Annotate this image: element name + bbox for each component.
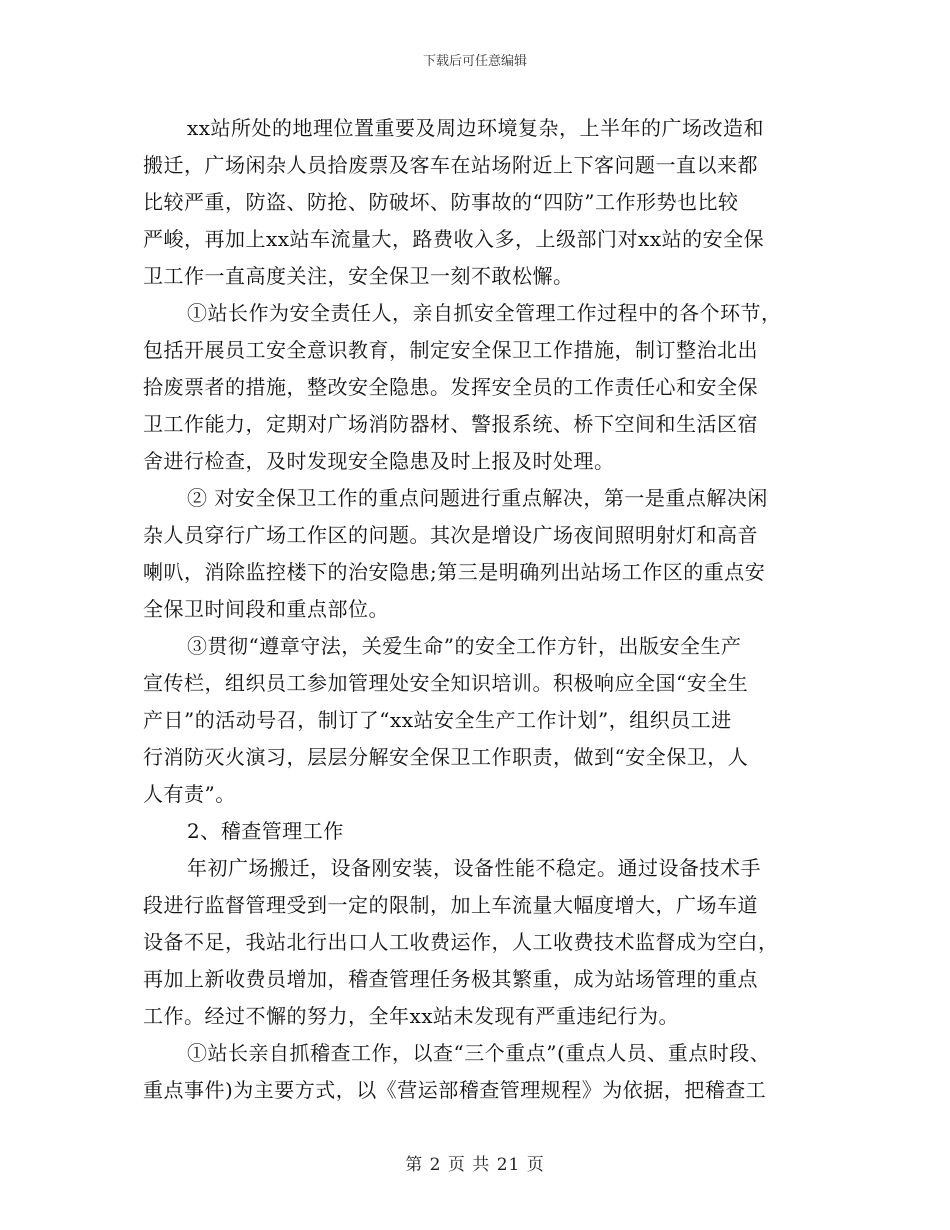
text-line: 杂人员穿行广场工作区的问题。其次是增设广场夜间照明射灯和高音	[143, 523, 758, 547]
text-line: 卫工作一直高度关注，安全保卫一刻不敢松懈。	[143, 264, 574, 288]
text-line: 再加上新收费员增加，稽查管理任务极其繁重，成为站场管理的重点	[143, 967, 758, 991]
text-line: ①站长亲自抓稽查工作，以查“三个重点”(重点人员、重点时段、	[187, 1041, 771, 1065]
paragraph-audit-method	[143, 1035, 833, 1109]
text-line: 年初广场搬迁，设备刚安装，设备性能不稳定。通过设备技术手	[187, 856, 761, 880]
text-line: 舍进行检查，及时发现安全隐患及时上报及时处理。	[143, 449, 615, 473]
section-heading-audit-management	[143, 813, 833, 850]
text-line: 比较严重，防盗、防抢、防破坏、防事故的“四防”工作形势也比较	[143, 190, 739, 214]
text-line: 拾废票者的措施，整改安全隐患。发挥安全员的工作责任心和安全保	[143, 375, 758, 399]
text-line: 产日”的活动号召，制订了“xx站安全生产工作计划”，组织员工进	[143, 708, 732, 732]
text-line: ①站长作为安全责任人，亲自抓安全管理工作过程中的各个环节，	[187, 301, 782, 325]
text-line: 卫工作能力，定期对广场消防器材、警报系统、桥下空间和生活区宿	[143, 412, 758, 436]
text-line: 全保卫时间段和重点部位。	[143, 597, 389, 621]
text-line: 重点事件)为主要方式，以《营运部稽查管理规程》为依据，把稽查工	[143, 1078, 767, 1102]
text-line: 设备不足，我站北行出口人工收费运作，人工收费技术监督成为空白，	[143, 930, 779, 954]
text-line: 人有责”。	[143, 782, 236, 806]
paragraph-safety-policy	[143, 628, 833, 813]
text-line: 段进行监督管理受到一定的限制，加上车流量大幅度增大，广场车道	[143, 893, 758, 917]
text-line: 2、稽查管理工作	[187, 819, 344, 843]
text-line: ② 对安全保卫工作的重点问题进行重点解决，第一是重点解决闲	[187, 486, 768, 510]
page-number-footer: 第 2 页 共 21 页	[405, 1155, 545, 1175]
text-line: ③贯彻“遵章守法，关爱生命”的安全工作方针，出版安全生产	[187, 634, 742, 658]
text-line: xx站所处的地理位置重要及周边环境复杂，上半年的广场改造和	[187, 116, 765, 140]
text-line: 严峻，再加上xx站车流量大，路费收入多，上级部门对xx站的安全保	[143, 227, 765, 251]
paragraph-audit-background	[143, 850, 833, 1035]
paragraph-safety-responsibility	[143, 295, 833, 480]
text-line: 行消防灭火演习，层层分解安全保卫工作职责，做到“安全保卫，人	[143, 745, 749, 769]
document-body	[143, 110, 833, 1109]
text-line: 工作。经过不懈的努力，全年xx站未发现有严重违纪行为。	[143, 1004, 680, 1028]
paragraph-station-environment	[143, 110, 833, 295]
text-line: 包括开展员工安全意识教育，制定安全保卫工作措施，制订整治北出	[143, 338, 758, 362]
page-header: 下载后可任意编辑	[422, 54, 527, 69]
text-line: 宣传栏，组织员工参加管理处安全知识培训。积极响应全国“安全生	[143, 671, 749, 695]
text-line: 喇叭，消除监控楼下的治安隐患;第三是明确列出站场工作区的重点安	[143, 560, 766, 584]
paragraph-key-issues	[143, 480, 833, 628]
text-line: 搬迁，广场闲杂人员拾废票及客车在站场附近上下客问题一直以来都	[143, 153, 758, 177]
